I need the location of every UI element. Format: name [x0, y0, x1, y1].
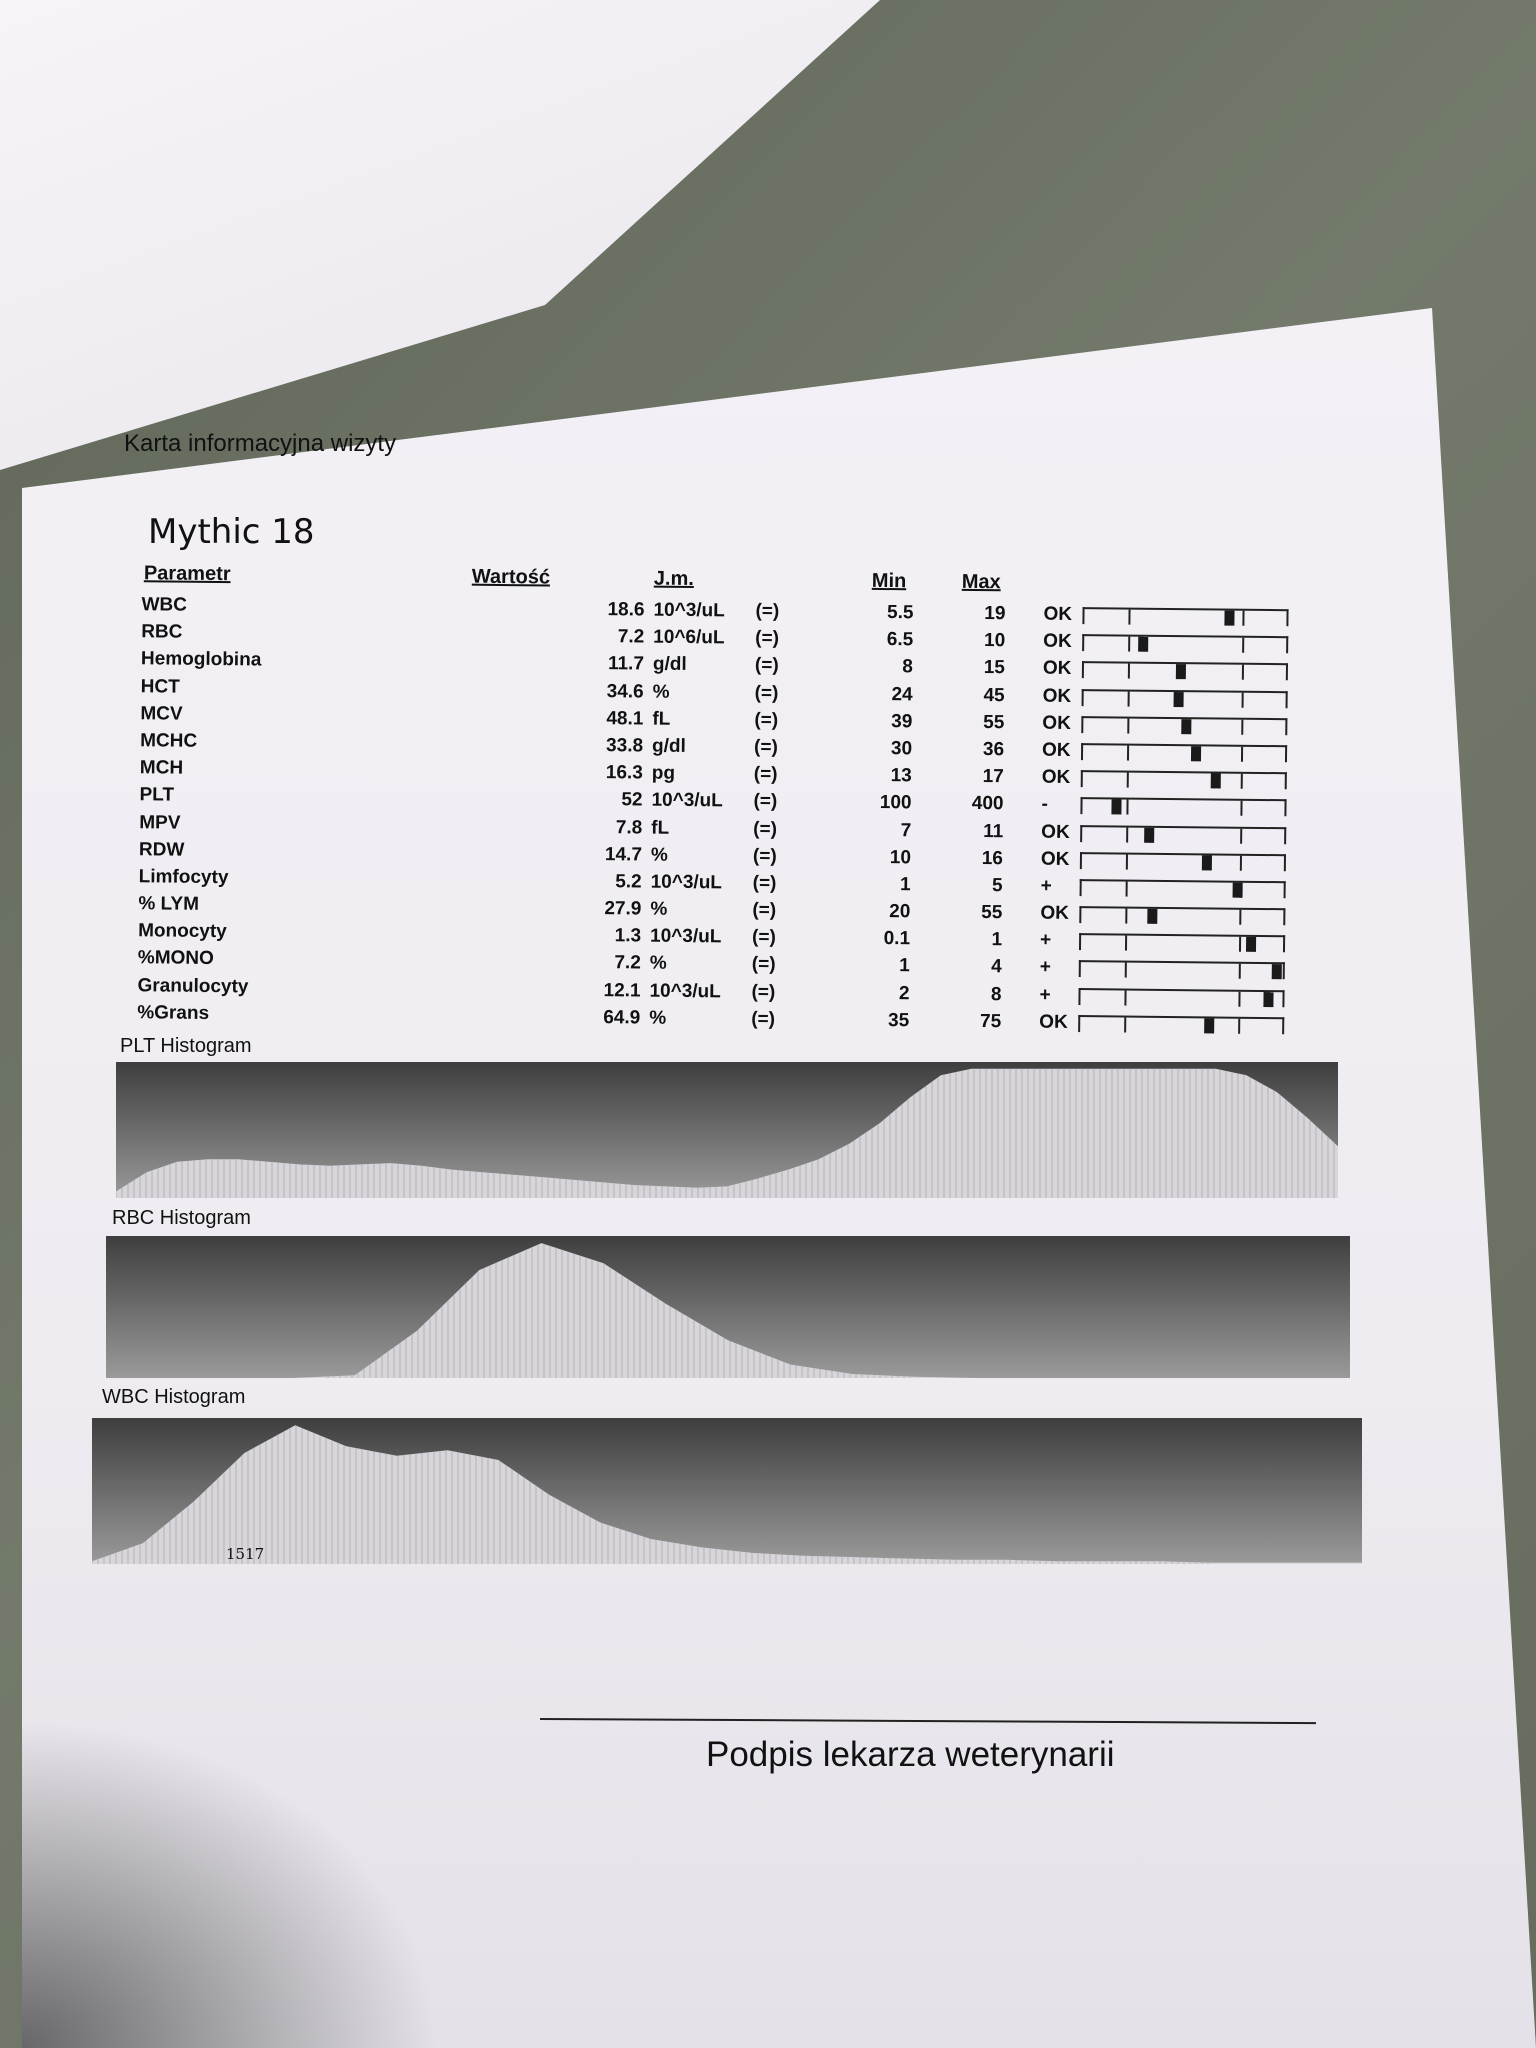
gauge-marker [1246, 937, 1256, 952]
parameter-value: 12.1 [603, 979, 641, 1002]
wbc-histogram-note: 1517 [226, 1545, 265, 1563]
range-gauge [1081, 770, 1287, 789]
gauge-min-tick [1125, 990, 1127, 1005]
gauge-marker [1202, 855, 1212, 870]
parameter-comparison: (=) [753, 736, 778, 758]
gauge-min-tick [1127, 773, 1129, 788]
parameter-unit: % [650, 898, 668, 920]
parameter-flag: OK [1041, 739, 1071, 761]
range-gauge [1080, 797, 1286, 816]
parameter-value: 27.9 [604, 898, 642, 920]
gauge-max-tick [1241, 665, 1243, 680]
parameter-min: 8 [902, 656, 914, 678]
parameter-max: 1 [991, 929, 1003, 951]
parameter-value: 48.1 [606, 707, 644, 730]
parameter-name: MCH [139, 757, 184, 779]
gauge-min-tick [1128, 664, 1130, 679]
gauge-min-tick [1127, 800, 1129, 815]
header-unit: J.m. [653, 567, 694, 591]
plt-histogram [116, 1062, 1338, 1198]
parameter-unit: 10^3/uL [651, 789, 723, 812]
rbc-histogram-label: RBC Histogram [112, 1207, 251, 1229]
parameter-value: 16.3 [605, 762, 643, 784]
header-note: Karta informacyjna wizyty [124, 430, 397, 457]
range-gauge [1079, 933, 1285, 952]
range-gauge [1081, 716, 1287, 735]
parameter-value: 7.8 [615, 816, 643, 838]
results-rows [115, 594, 1319, 1042]
parameter-comparison: (=) [755, 600, 780, 622]
parameter-value: 7.2 [617, 626, 645, 648]
parameter-comparison: (=) [753, 818, 778, 840]
header-value: Wartość [471, 565, 551, 589]
parameter-max: 55 [981, 902, 1003, 924]
parameter-flag: OK [1041, 766, 1071, 789]
parameter-flag: OK [1043, 630, 1072, 653]
parameter-name: %MONO [137, 947, 214, 970]
parameter-max: 4 [991, 956, 1002, 978]
gauge-max-tick [1239, 910, 1241, 925]
parameter-min: 7 [900, 819, 912, 841]
range-gauge [1078, 1015, 1284, 1034]
parameter-max: 19 [984, 603, 1006, 625]
parameter-max: 5 [991, 875, 1003, 897]
range-gauge [1079, 961, 1285, 980]
parameter-unit: fL [651, 817, 670, 839]
parameter-flag: + [1039, 929, 1052, 952]
parameter-comparison: (=) [751, 954, 776, 976]
range-gauge [1082, 689, 1288, 708]
parameter-value: 18.6 [607, 599, 645, 621]
parameter-name: RBC [141, 621, 183, 643]
rbc-histogram [106, 1236, 1350, 1378]
parameter-max: 36 [982, 738, 1005, 761]
rbc-histogram-chart [106, 1236, 1350, 1378]
gauge-marker [1225, 611, 1235, 626]
header-parameter: Parametr [143, 562, 231, 586]
signature-label: Podpis lekarza weterynarii [706, 1735, 1115, 1774]
gauge-marker [1191, 746, 1201, 761]
parameter-min: 13 [890, 765, 912, 787]
parameter-unit: 10^3/uL [649, 980, 721, 1002]
parameter-max: 16 [981, 847, 1004, 869]
parameter-value: 11.7 [607, 653, 645, 675]
parameter-min: 0.1 [883, 928, 911, 950]
parameter-unit: % [652, 681, 670, 703]
parameter-min: 6.5 [886, 629, 914, 651]
header-max: Max [961, 570, 1001, 594]
parameter-max: 8 [990, 983, 1002, 1005]
gauge-marker [1232, 883, 1242, 898]
parameter-comparison: (=) [753, 790, 778, 813]
gauge-max-tick [1241, 692, 1243, 707]
gauge-min-tick [1127, 827, 1129, 842]
range-gauge [1082, 607, 1288, 626]
parameter-name: %Grans [137, 1002, 210, 1024]
range-gauge [1081, 743, 1287, 762]
parameter-name: Granulocyty [137, 974, 249, 997]
range-gauge [1082, 661, 1288, 680]
parameter-min: 10 [889, 846, 912, 868]
gauge-min-tick [1125, 963, 1127, 978]
parameter-name: RDW [138, 838, 185, 861]
parameter-flag: - [1041, 793, 1048, 816]
gauge-min-tick [1129, 610, 1131, 625]
gauge-min-tick [1127, 745, 1129, 760]
parameter-name: Monocyty [138, 920, 227, 943]
range-gauge [1082, 634, 1288, 653]
wbc-histogram-label: WBC Histogram [102, 1386, 246, 1408]
parameter-flag: OK [1043, 603, 1073, 625]
parameter-name: Limfocyty [138, 866, 229, 889]
parameter-min: 35 [887, 1009, 910, 1032]
gauge-max-tick [1240, 828, 1242, 843]
parameter-name: WBC [141, 594, 188, 616]
parameter-unit: % [650, 844, 668, 866]
gauge-min-tick [1126, 854, 1128, 869]
parameter-min: 5.5 [886, 602, 914, 624]
parameter-value: 5.2 [615, 871, 642, 893]
parameter-value: 52 [621, 789, 643, 811]
gauge-marker [1176, 664, 1186, 679]
parameter-max: 75 [979, 1010, 1002, 1033]
gauge-marker [1211, 774, 1221, 789]
parameter-max: 11 [983, 820, 1004, 842]
gauge-max-tick [1241, 747, 1243, 762]
parameter-comparison: (=) [755, 627, 780, 650]
parameter-name: HCT [140, 675, 180, 698]
gauge-marker [1112, 800, 1122, 815]
parameter-name: MCV [140, 702, 183, 725]
parameter-max: 10 [983, 630, 1006, 652]
parameter-comparison: (=) [752, 899, 777, 921]
gauge-max-tick [1239, 937, 1241, 952]
gauge-marker [1147, 909, 1157, 924]
gauge-max-tick [1241, 719, 1243, 734]
parameter-unit: 10^3/uL [653, 599, 725, 622]
gauge-min-tick [1125, 936, 1127, 951]
parameter-name: PLT [139, 784, 175, 806]
plt-histogram-label: PLT Histogram [120, 1035, 252, 1057]
parameter-max: 400 [971, 793, 1004, 815]
parameter-comparison: (=) [754, 709, 779, 731]
gauge-max-tick [1238, 1019, 1240, 1034]
parameter-max: 45 [983, 684, 1005, 706]
range-gauge [1080, 852, 1286, 871]
device-title: Mythic 18 [148, 512, 315, 552]
plt-histogram-chart [116, 1062, 1338, 1198]
gauge-marker [1181, 719, 1191, 734]
parameter-flag: + [1039, 984, 1051, 1006]
parameter-unit: g/dl [651, 735, 686, 757]
parameter-flag: + [1040, 875, 1052, 897]
parameter-min: 20 [889, 901, 911, 923]
parameter-min: 100 [879, 792, 912, 814]
parameter-flag: OK [1042, 685, 1072, 707]
range-gauge [1078, 988, 1284, 1007]
range-gauge [1080, 879, 1286, 898]
gauge-max-tick [1239, 855, 1241, 870]
parameter-min: 30 [890, 738, 913, 760]
parameter-unit: g/dl [652, 653, 687, 676]
parameter-flag: OK [1042, 658, 1072, 680]
parameter-unit: fL [652, 708, 671, 730]
parameter-comparison: (=) [754, 682, 779, 704]
parameter-name: % LYM [138, 893, 200, 915]
parameter-unit: 10^3/uL [649, 925, 722, 948]
parameter-name: MCHC [140, 730, 198, 752]
parameter-min: 1 [899, 955, 910, 977]
parameter-flag: OK [1041, 821, 1070, 843]
gauge-max-tick [1238, 964, 1240, 979]
parameter-min: 2 [898, 982, 910, 1004]
gauge-marker [1272, 965, 1282, 980]
parameter-comparison: (=) [754, 655, 779, 677]
parameter-max: 55 [983, 711, 1005, 734]
gauge-min-tick [1125, 1017, 1127, 1032]
gauge-min-tick [1126, 909, 1128, 924]
parameter-value: 14.7 [604, 843, 643, 866]
parameter-max: 17 [982, 766, 1004, 788]
parameter-value: 1.3 [614, 925, 642, 947]
parameter-value: 64.9 [603, 1006, 641, 1029]
parameter-unit: % [649, 1007, 667, 1029]
gauge-marker [1263, 992, 1273, 1007]
gauge-max-tick [1240, 801, 1242, 816]
parameter-flag: OK [1040, 902, 1069, 925]
parameter-comparison: (=) [751, 981, 776, 1003]
gauge-min-tick [1128, 691, 1130, 706]
wbc-histogram [92, 1418, 1362, 1564]
header-min: Min [871, 569, 907, 593]
parameter-flag: + [1039, 957, 1052, 979]
range-gauge [1079, 906, 1285, 925]
gauge-marker [1173, 692, 1183, 707]
gauge-max-tick [1242, 638, 1244, 653]
parameter-value: 34.6 [606, 680, 644, 703]
parameter-name: Hemoglobina [140, 648, 262, 671]
gauge-max-tick [1242, 611, 1244, 626]
parameter-flag: OK [1042, 712, 1071, 734]
parameter-min: 1 [899, 874, 911, 896]
parameter-comparison: (=) [752, 872, 777, 894]
parameter-max: 15 [983, 657, 1006, 679]
parameter-comparison: (=) [751, 1008, 776, 1030]
gauge-marker [1204, 1018, 1214, 1033]
parameter-min: 24 [891, 683, 913, 705]
parameter-min: 39 [891, 710, 913, 733]
parameter-value: 7.2 [614, 952, 641, 974]
parameter-unit: 10^6/uL [653, 626, 725, 649]
parameter-unit: % [649, 953, 667, 975]
parameter-name: MPV [139, 811, 181, 834]
wbc-histogram-chart [92, 1418, 1362, 1564]
parameter-comparison: (=) [753, 763, 778, 786]
gauge-max-tick [1240, 774, 1242, 789]
parameter-comparison: (=) [751, 926, 776, 949]
range-gauge [1080, 825, 1286, 844]
gauge-marker [1144, 827, 1154, 842]
gauge-max-tick [1238, 991, 1240, 1006]
parameter-unit: pg [651, 762, 676, 784]
gauge-min-tick [1129, 637, 1131, 652]
parameter-value: 33.8 [606, 735, 644, 757]
gauge-marker [1138, 637, 1148, 652]
parameter-flag: OK [1040, 848, 1070, 870]
parameter-unit: 10^3/uL [650, 871, 723, 894]
parameter-flag: OK [1039, 1011, 1068, 1033]
gauge-min-tick [1128, 718, 1130, 733]
shadow-overlay [22, 1718, 442, 2048]
gauge-min-tick [1126, 881, 1128, 896]
parameter-comparison: (=) [752, 845, 777, 867]
